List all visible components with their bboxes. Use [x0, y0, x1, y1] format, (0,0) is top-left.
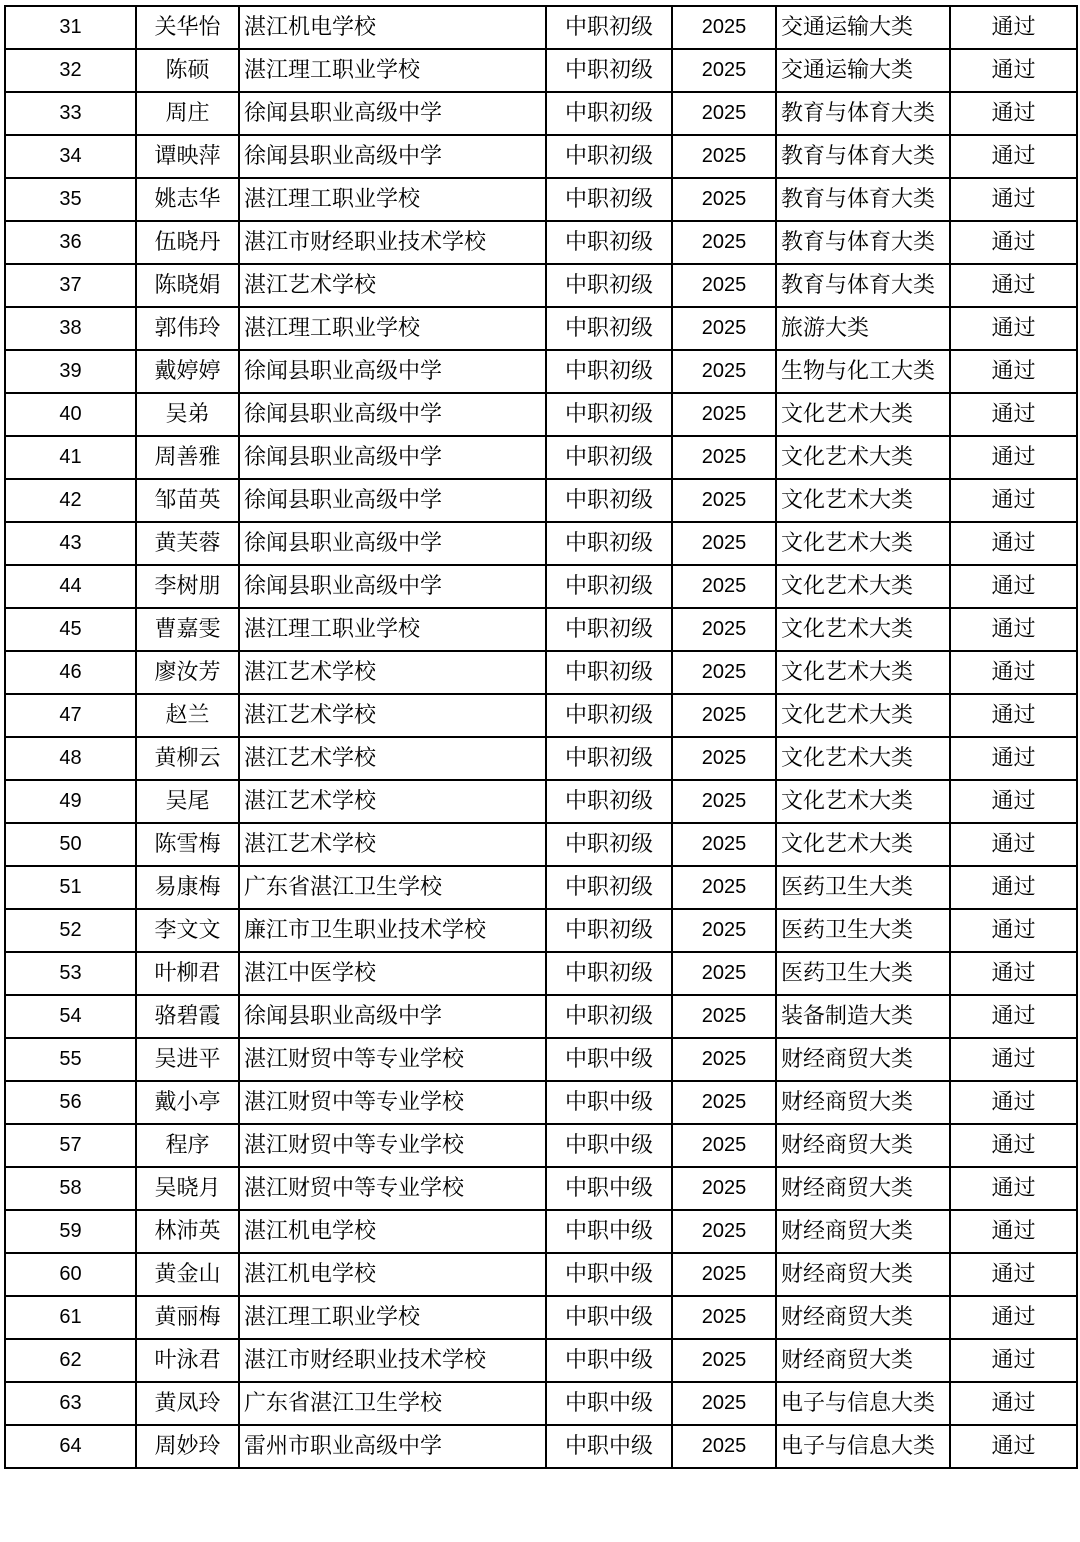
row-number-cell: 60 — [5, 1253, 136, 1296]
level-cell: 中职初级 — [546, 436, 672, 479]
table-row — [5, 6, 1077, 49]
row-number-cell: 34 — [5, 135, 136, 178]
category-cell: 文化艺术大类 — [776, 522, 950, 565]
category-cell: 文化艺术大类 — [776, 823, 950, 866]
school-cell: 徐闻县职业高级中学 — [239, 479, 546, 522]
result-cell: 通过 — [950, 6, 1077, 49]
result-cell: 通过 — [950, 264, 1077, 307]
year-cell: 2025 — [672, 436, 776, 479]
level-cell: 中职中级 — [546, 1253, 672, 1296]
result-cell: 通过 — [950, 995, 1077, 1038]
level-cell: 中职初级 — [546, 995, 672, 1038]
school-cell: 湛江艺术学校 — [239, 694, 546, 737]
year-cell: 2025 — [672, 49, 776, 92]
table-row — [5, 1210, 1077, 1253]
result-cell: 通过 — [950, 1296, 1077, 1339]
table-row — [5, 1296, 1077, 1339]
year-cell: 2025 — [672, 651, 776, 694]
school-cell: 湛江理工职业学校 — [239, 178, 546, 221]
category-cell: 装备制造大类 — [776, 995, 950, 1038]
category-cell: 文化艺术大类 — [776, 479, 950, 522]
row-number-cell: 37 — [5, 264, 136, 307]
results-table — [4, 5, 1078, 1469]
level-cell: 中职初级 — [546, 178, 672, 221]
result-cell: 通过 — [950, 522, 1077, 565]
row-number-cell: 62 — [5, 1339, 136, 1382]
table-row — [5, 1081, 1077, 1124]
row-number-cell: 64 — [5, 1425, 136, 1468]
row-number-cell: 58 — [5, 1167, 136, 1210]
year-cell: 2025 — [672, 393, 776, 436]
year-cell: 2025 — [672, 1253, 776, 1296]
row-number-cell: 54 — [5, 995, 136, 1038]
category-cell: 生物与化工大类 — [776, 350, 950, 393]
school-cell: 徐闻县职业高级中学 — [239, 522, 546, 565]
level-cell: 中职初级 — [546, 92, 672, 135]
person-name-cell: 吴尾 — [136, 780, 239, 823]
result-cell: 通过 — [950, 1339, 1077, 1382]
row-number-cell: 31 — [5, 6, 136, 49]
row-number-cell: 32 — [5, 49, 136, 92]
table-row — [5, 522, 1077, 565]
row-number-cell: 41 — [5, 436, 136, 479]
school-cell: 徐闻县职业高级中学 — [239, 135, 546, 178]
level-cell: 中职初级 — [546, 522, 672, 565]
category-cell: 文化艺术大类 — [776, 780, 950, 823]
level-cell: 中职初级 — [546, 479, 672, 522]
table-row — [5, 436, 1077, 479]
level-cell: 中职初级 — [546, 694, 672, 737]
year-cell: 2025 — [672, 608, 776, 651]
level-cell: 中职初级 — [546, 608, 672, 651]
person-name-cell: 姚志华 — [136, 178, 239, 221]
table-row — [5, 823, 1077, 866]
school-cell: 湛江机电学校 — [239, 1210, 546, 1253]
table-body — [5, 6, 1077, 1468]
school-cell: 湛江理工职业学校 — [239, 1296, 546, 1339]
level-cell: 中职初级 — [546, 350, 672, 393]
result-cell: 通过 — [950, 479, 1077, 522]
category-cell: 医药卫生大类 — [776, 909, 950, 952]
category-cell: 旅游大类 — [776, 307, 950, 350]
result-cell: 通过 — [950, 436, 1077, 479]
result-cell: 通过 — [950, 1081, 1077, 1124]
result-cell: 通过 — [950, 1167, 1077, 1210]
level-cell: 中职初级 — [546, 393, 672, 436]
category-cell: 文化艺术大类 — [776, 694, 950, 737]
year-cell: 2025 — [672, 952, 776, 995]
person-name-cell: 骆碧霞 — [136, 995, 239, 1038]
table-row — [5, 651, 1077, 694]
year-cell: 2025 — [672, 307, 776, 350]
level-cell: 中职中级 — [546, 1167, 672, 1210]
person-name-cell: 吴进平 — [136, 1038, 239, 1081]
person-name-cell: 吴弟 — [136, 393, 239, 436]
category-cell: 财经商贸大类 — [776, 1339, 950, 1382]
table-row — [5, 1339, 1077, 1382]
category-cell: 教育与体育大类 — [776, 92, 950, 135]
category-cell: 文化艺术大类 — [776, 393, 950, 436]
person-name-cell: 黄丽梅 — [136, 1296, 239, 1339]
category-cell: 财经商贸大类 — [776, 1296, 950, 1339]
category-cell: 教育与体育大类 — [776, 178, 950, 221]
year-cell: 2025 — [672, 1081, 776, 1124]
result-cell: 通过 — [950, 178, 1077, 221]
person-name-cell: 黄凤玲 — [136, 1382, 239, 1425]
level-cell: 中职初级 — [546, 651, 672, 694]
school-cell: 湛江机电学校 — [239, 6, 546, 49]
level-cell: 中职初级 — [546, 823, 672, 866]
table-row — [5, 608, 1077, 651]
person-name-cell: 黄金山 — [136, 1253, 239, 1296]
result-cell: 通过 — [950, 823, 1077, 866]
school-cell: 湛江财贸中等专业学校 — [239, 1081, 546, 1124]
result-cell: 通过 — [950, 393, 1077, 436]
category-cell: 财经商贸大类 — [776, 1038, 950, 1081]
row-number-cell: 47 — [5, 694, 136, 737]
category-cell: 文化艺术大类 — [776, 651, 950, 694]
year-cell: 2025 — [672, 1210, 776, 1253]
result-cell: 通过 — [950, 909, 1077, 952]
table-row — [5, 350, 1077, 393]
school-cell: 廉江市卫生职业技术学校 — [239, 909, 546, 952]
year-cell: 2025 — [672, 1382, 776, 1425]
result-cell: 通过 — [950, 866, 1077, 909]
year-cell: 2025 — [672, 823, 776, 866]
year-cell: 2025 — [672, 92, 776, 135]
row-number-cell: 45 — [5, 608, 136, 651]
year-cell: 2025 — [672, 1167, 776, 1210]
school-cell: 湛江艺术学校 — [239, 823, 546, 866]
year-cell: 2025 — [672, 737, 776, 780]
level-cell: 中职初级 — [546, 135, 672, 178]
person-name-cell: 曹嘉雯 — [136, 608, 239, 651]
table-row — [5, 92, 1077, 135]
row-number-cell: 52 — [5, 909, 136, 952]
level-cell: 中职初级 — [546, 264, 672, 307]
result-cell: 通过 — [950, 135, 1077, 178]
person-name-cell: 伍晓丹 — [136, 221, 239, 264]
level-cell: 中职初级 — [546, 909, 672, 952]
year-cell: 2025 — [672, 694, 776, 737]
table-row — [5, 780, 1077, 823]
category-cell: 教育与体育大类 — [776, 221, 950, 264]
result-cell: 通过 — [950, 49, 1077, 92]
row-number-cell: 46 — [5, 651, 136, 694]
category-cell: 财经商贸大类 — [776, 1167, 950, 1210]
year-cell: 2025 — [672, 909, 776, 952]
table-row — [5, 1167, 1077, 1210]
person-name-cell: 廖汝芳 — [136, 651, 239, 694]
category-cell: 教育与体育大类 — [776, 264, 950, 307]
table-row — [5, 393, 1077, 436]
level-cell: 中职初级 — [546, 866, 672, 909]
level-cell: 中职中级 — [546, 1210, 672, 1253]
school-cell: 湛江艺术学校 — [239, 264, 546, 307]
row-number-cell: 38 — [5, 307, 136, 350]
table-row — [5, 1038, 1077, 1081]
person-name-cell: 易康梅 — [136, 866, 239, 909]
person-name-cell: 戴小亭 — [136, 1081, 239, 1124]
result-cell: 通过 — [950, 565, 1077, 608]
row-number-cell: 56 — [5, 1081, 136, 1124]
category-cell: 医药卫生大类 — [776, 952, 950, 995]
school-cell: 湛江中医学校 — [239, 952, 546, 995]
person-name-cell: 周妙玲 — [136, 1425, 239, 1468]
table-row — [5, 737, 1077, 780]
person-name-cell: 周庄 — [136, 92, 239, 135]
table-row — [5, 178, 1077, 221]
category-cell: 医药卫生大类 — [776, 866, 950, 909]
person-name-cell: 谭映萍 — [136, 135, 239, 178]
person-name-cell: 关华怡 — [136, 6, 239, 49]
result-cell: 通过 — [950, 952, 1077, 995]
year-cell: 2025 — [672, 350, 776, 393]
school-cell: 湛江市财经职业技术学校 — [239, 1339, 546, 1382]
result-cell: 通过 — [950, 350, 1077, 393]
school-cell: 广东省湛江卫生学校 — [239, 866, 546, 909]
row-number-cell: 50 — [5, 823, 136, 866]
table-row — [5, 1382, 1077, 1425]
result-cell: 通过 — [950, 1382, 1077, 1425]
person-name-cell: 黄柳云 — [136, 737, 239, 780]
table-row — [5, 909, 1077, 952]
level-cell: 中职中级 — [546, 1296, 672, 1339]
school-cell: 湛江理工职业学校 — [239, 49, 546, 92]
year-cell: 2025 — [672, 780, 776, 823]
table-row — [5, 952, 1077, 995]
year-cell: 2025 — [672, 178, 776, 221]
row-number-cell: 63 — [5, 1382, 136, 1425]
level-cell: 中职中级 — [546, 1339, 672, 1382]
person-name-cell: 郭伟玲 — [136, 307, 239, 350]
year-cell: 2025 — [672, 1339, 776, 1382]
result-cell: 通过 — [950, 1425, 1077, 1468]
year-cell: 2025 — [672, 135, 776, 178]
table-row — [5, 1425, 1077, 1468]
year-cell: 2025 — [672, 1038, 776, 1081]
category-cell: 交通运输大类 — [776, 6, 950, 49]
row-number-cell: 36 — [5, 221, 136, 264]
school-cell: 湛江理工职业学校 — [239, 608, 546, 651]
school-cell: 湛江财贸中等专业学校 — [239, 1038, 546, 1081]
category-cell: 文化艺术大类 — [776, 436, 950, 479]
row-number-cell: 59 — [5, 1210, 136, 1253]
year-cell: 2025 — [672, 1124, 776, 1167]
person-name-cell: 周善雅 — [136, 436, 239, 479]
result-cell: 通过 — [950, 737, 1077, 780]
level-cell: 中职中级 — [546, 1382, 672, 1425]
person-name-cell: 陈雪梅 — [136, 823, 239, 866]
level-cell: 中职初级 — [546, 952, 672, 995]
school-cell: 湛江艺术学校 — [239, 780, 546, 823]
table-row — [5, 1253, 1077, 1296]
result-cell: 通过 — [950, 1253, 1077, 1296]
year-cell: 2025 — [672, 6, 776, 49]
result-cell: 通过 — [950, 608, 1077, 651]
row-number-cell: 57 — [5, 1124, 136, 1167]
school-cell: 湛江财贸中等专业学校 — [239, 1167, 546, 1210]
result-cell: 通过 — [950, 694, 1077, 737]
level-cell: 中职中级 — [546, 1081, 672, 1124]
result-cell: 通过 — [950, 307, 1077, 350]
level-cell: 中职初级 — [546, 737, 672, 780]
row-number-cell: 40 — [5, 393, 136, 436]
result-cell: 通过 — [950, 92, 1077, 135]
school-cell: 徐闻县职业高级中学 — [239, 995, 546, 1038]
level-cell: 中职中级 — [546, 1124, 672, 1167]
person-name-cell: 赵兰 — [136, 694, 239, 737]
row-number-cell: 39 — [5, 350, 136, 393]
year-cell: 2025 — [672, 522, 776, 565]
year-cell: 2025 — [672, 1296, 776, 1339]
person-name-cell: 戴婷婷 — [136, 350, 239, 393]
row-number-cell: 55 — [5, 1038, 136, 1081]
school-cell: 徐闻县职业高级中学 — [239, 436, 546, 479]
table-row — [5, 479, 1077, 522]
level-cell: 中职初级 — [546, 307, 672, 350]
category-cell: 教育与体育大类 — [776, 135, 950, 178]
person-name-cell: 吴晓月 — [136, 1167, 239, 1210]
row-number-cell: 43 — [5, 522, 136, 565]
row-number-cell: 44 — [5, 565, 136, 608]
year-cell: 2025 — [672, 995, 776, 1038]
category-cell: 文化艺术大类 — [776, 737, 950, 780]
table-row — [5, 221, 1077, 264]
school-cell: 湛江艺术学校 — [239, 737, 546, 780]
result-cell: 通过 — [950, 1124, 1077, 1167]
school-cell: 雷州市职业高级中学 — [239, 1425, 546, 1468]
year-cell: 2025 — [672, 1425, 776, 1468]
school-cell: 湛江财贸中等专业学校 — [239, 1124, 546, 1167]
result-cell: 通过 — [950, 1038, 1077, 1081]
category-cell: 财经商贸大类 — [776, 1124, 950, 1167]
level-cell: 中职初级 — [546, 6, 672, 49]
row-number-cell: 35 — [5, 178, 136, 221]
year-cell: 2025 — [672, 565, 776, 608]
level-cell: 中职初级 — [546, 565, 672, 608]
row-number-cell: 53 — [5, 952, 136, 995]
category-cell: 电子与信息大类 — [776, 1425, 950, 1468]
level-cell: 中职初级 — [546, 221, 672, 264]
row-number-cell: 51 — [5, 866, 136, 909]
category-cell: 交通运输大类 — [776, 49, 950, 92]
year-cell: 2025 — [672, 479, 776, 522]
category-cell: 文化艺术大类 — [776, 565, 950, 608]
school-cell: 广东省湛江卫生学校 — [239, 1382, 546, 1425]
result-cell: 通过 — [950, 651, 1077, 694]
school-cell: 湛江艺术学校 — [239, 651, 546, 694]
school-cell: 徐闻县职业高级中学 — [239, 565, 546, 608]
table-row — [5, 264, 1077, 307]
person-name-cell: 叶柳君 — [136, 952, 239, 995]
row-number-cell: 42 — [5, 479, 136, 522]
school-cell: 湛江机电学校 — [239, 1253, 546, 1296]
result-cell: 通过 — [950, 1210, 1077, 1253]
category-cell: 财经商贸大类 — [776, 1210, 950, 1253]
school-cell: 徐闻县职业高级中学 — [239, 92, 546, 135]
school-cell: 徐闻县职业高级中学 — [239, 393, 546, 436]
table-row — [5, 565, 1077, 608]
level-cell: 中职中级 — [546, 1038, 672, 1081]
level-cell: 中职初级 — [546, 49, 672, 92]
category-cell: 文化艺术大类 — [776, 608, 950, 651]
row-number-cell: 49 — [5, 780, 136, 823]
person-name-cell: 李文文 — [136, 909, 239, 952]
category-cell: 财经商贸大类 — [776, 1081, 950, 1124]
year-cell: 2025 — [672, 221, 776, 264]
person-name-cell: 邹苗英 — [136, 479, 239, 522]
result-cell: 通过 — [950, 221, 1077, 264]
level-cell: 中职中级 — [546, 1425, 672, 1468]
category-cell: 电子与信息大类 — [776, 1382, 950, 1425]
row-number-cell: 33 — [5, 92, 136, 135]
table-row — [5, 866, 1077, 909]
school-cell: 徐闻县职业高级中学 — [239, 350, 546, 393]
school-cell: 湛江理工职业学校 — [239, 307, 546, 350]
table-row — [5, 995, 1077, 1038]
table-row — [5, 49, 1077, 92]
level-cell: 中职初级 — [546, 780, 672, 823]
person-name-cell: 程序 — [136, 1124, 239, 1167]
person-name-cell: 李树朋 — [136, 565, 239, 608]
person-name-cell: 陈晓娟 — [136, 264, 239, 307]
person-name-cell: 陈硕 — [136, 49, 239, 92]
table-row — [5, 694, 1077, 737]
row-number-cell: 61 — [5, 1296, 136, 1339]
person-name-cell: 叶泳君 — [136, 1339, 239, 1382]
year-cell: 2025 — [672, 264, 776, 307]
year-cell: 2025 — [672, 866, 776, 909]
person-name-cell: 黄芙蓉 — [136, 522, 239, 565]
category-cell: 财经商贸大类 — [776, 1253, 950, 1296]
person-name-cell: 林沛英 — [136, 1210, 239, 1253]
table-row — [5, 1124, 1077, 1167]
row-number-cell: 48 — [5, 737, 136, 780]
table-row — [5, 135, 1077, 178]
school-cell: 湛江市财经职业技术学校 — [239, 221, 546, 264]
table-row — [5, 307, 1077, 350]
result-cell: 通过 — [950, 780, 1077, 823]
